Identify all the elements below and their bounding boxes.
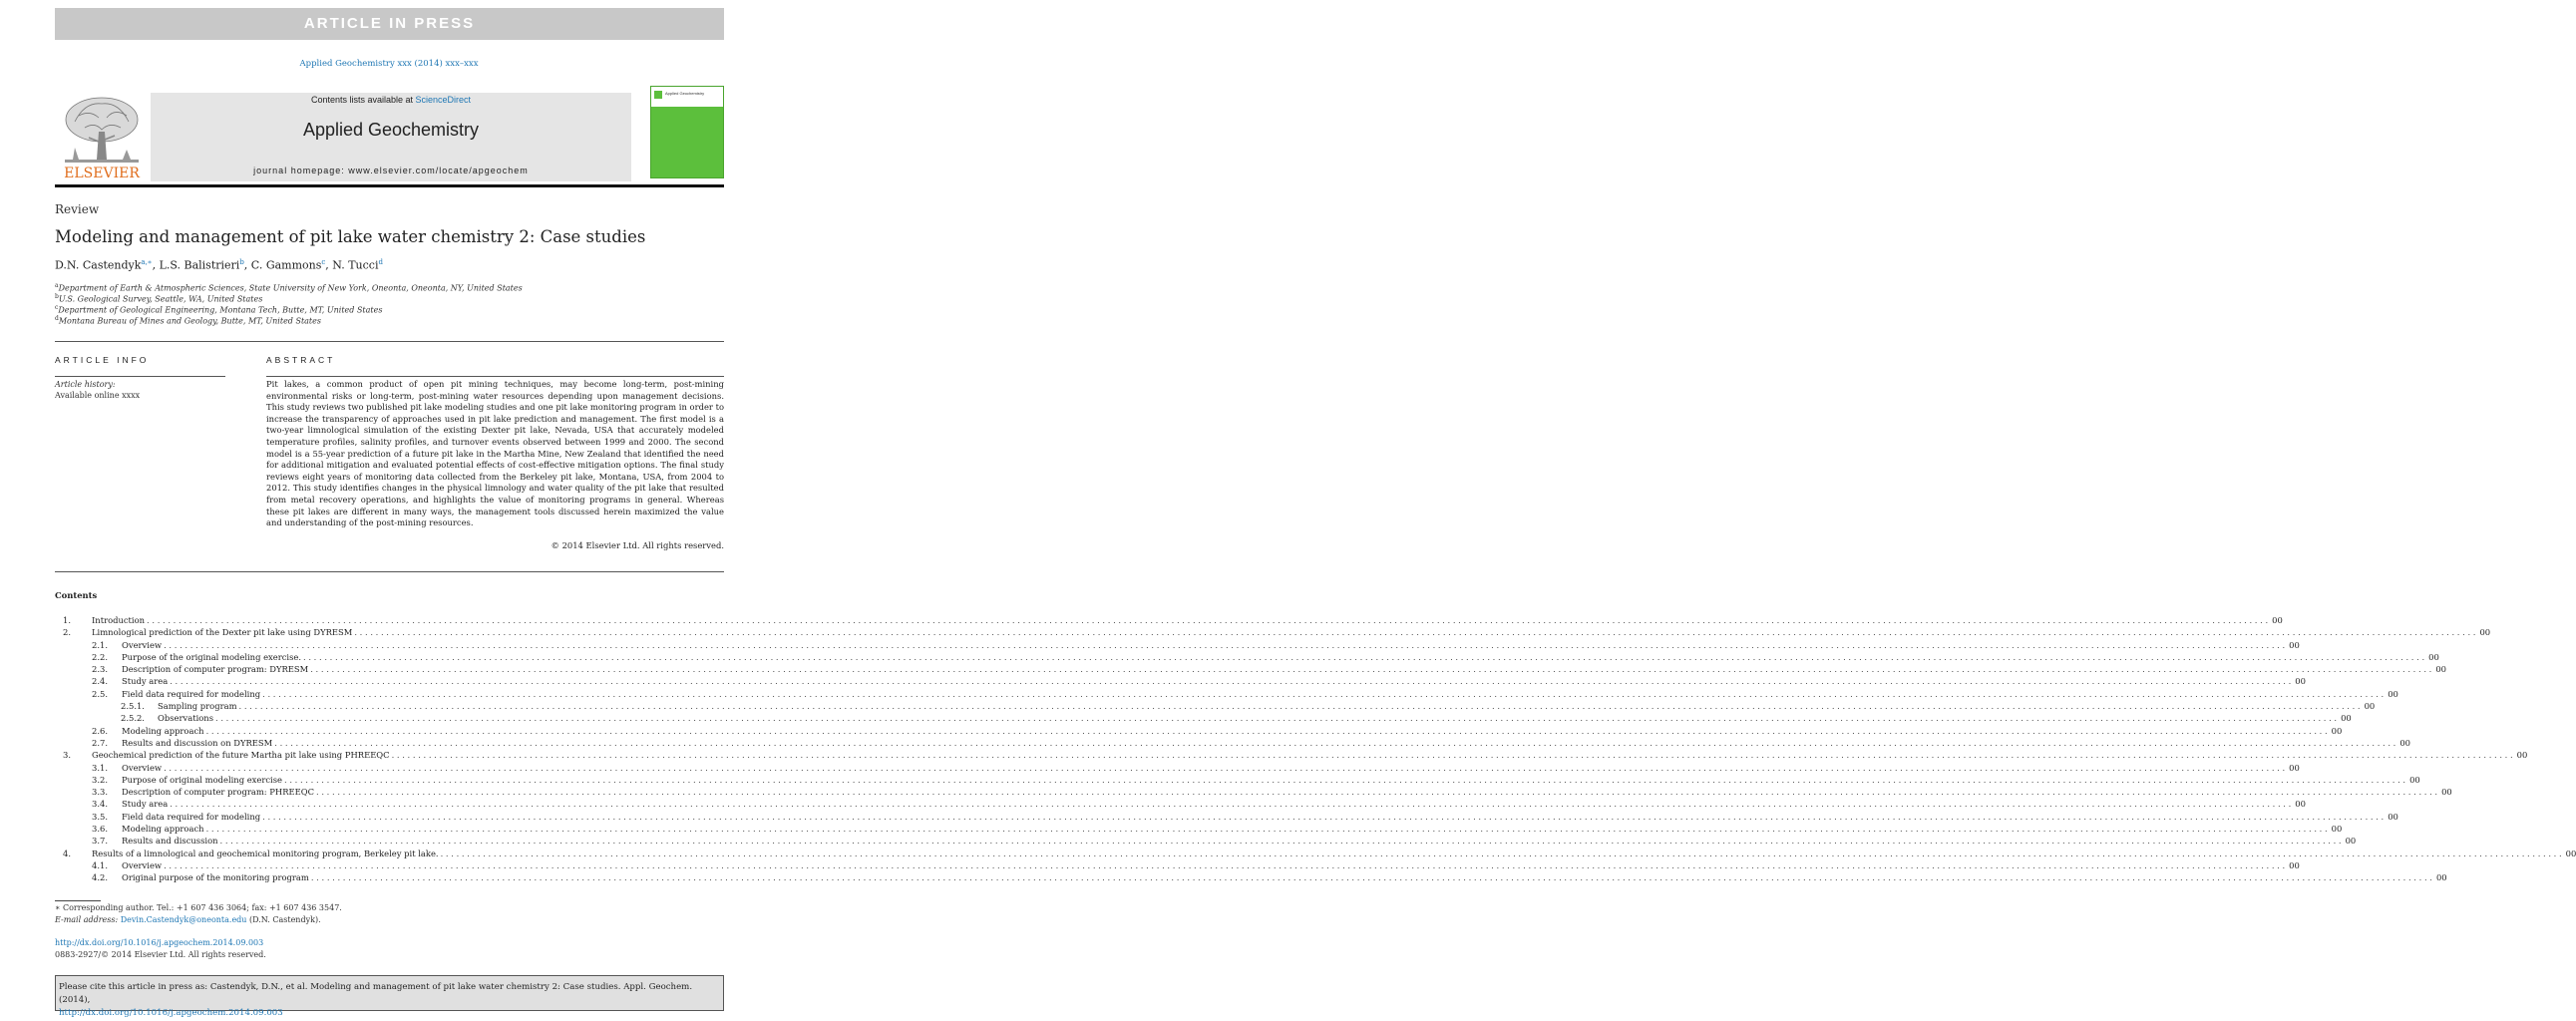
toc-item[interactable] bbox=[55, 811, 2398, 823]
cover-title: Applied Geochemistry bbox=[665, 91, 705, 96]
issn-copyright: 0883-2927/© 2014 Elsevier Ltd. All rights reserved. bbox=[55, 950, 266, 959]
toc-leader-dots: . . . . . . . . . . . . . . . . . . . . . . . . . . . . . . . . . . . . . . . . . . . . . . . . . . . . . . . . . . . . . . . . . . . . . . . . . . . . . . . . . . . . . . . . . . . . . . . . . . . . . . . . . . . . . . . . . . . . . . . . . . . . . . . . . . . . . . . . . . . . . . . . . . . . . . . . . . . . . . . . . . . . . . . . . . . . . . . . . . . . . . . . . . . . . . . . . . . . . . . . . . . . . . . . . . . . . . . . . . . . . . . . . . . . . . . . . . . . . . . . . . . . . . . . . . . . . . . . . . . . . . . . . . . . . . . . . . . . . . . . . . . . . . . . . . . . . . . . . . . . . . . . . . . . . . . . . . . . . . . . . . . . . . . . . . . . . . . . . . . . . . . . . . . . . . . . . . . . . . . . . . . . . . . . . . . . . . . . . . . . . . . . . . . . . . . . . . . . . . . . bbox=[391, 750, 2513, 761]
article-title: Modeling and management of pit lake water chemistry 2: Case studies bbox=[55, 227, 646, 246]
elsevier-logo bbox=[55, 92, 149, 181]
toc-leader-dots: . . . . . . . . . . . . . . . . . . . . . . . . . . . . . . . . . . . . . . . . . . . . . . . . . . . . . . . . . . . . . . . . . . . . . . . . . . . . . . . . . . . . . . . . . . . . . . . . . . . . . . . . . . . . . . . . . . . . . . . . . . . . . . . . . . . . . . . . . . . . . . . . . . . . . . . . . . . . . . . . . . . . . . . . . . . . . . . . . . . . . . . . . . . . . . . . . . . . . . . . . . . . . . . . . . . . . . . . . . . . . . . . . . . . . . . . . . . . . . . . . . . . . . . . . . . . . . . . . . . . . . . . . . . . . . . . . . . . . . . . . . . . . . . . . . . . . . . . . . . . . . . . . . . . . . . . . . . . . . . . . . . . . . . . . . . . . . . . . . . . . . . . . . . . . . . . . . . . . . . . . . . . . . . . . . . . . . . . . . . . . . . . . . . . . . . . . . . . . . . . bbox=[164, 859, 2286, 870]
toc-item-page: 00 bbox=[2331, 824, 2343, 835]
toc-item-title[interactable]: Original purpose of the monitoring program bbox=[122, 872, 309, 883]
article-in-press-banner: ARTICLE IN PRESS bbox=[55, 8, 724, 40]
toc-leader-dots: . . . . . . . . . . . . . . . . . . . . . . . . . . . . . . . . . . . . . . . . . . . . . . . . . . . . . . . . . . . . . . . . . . . . . . . . . . . . . . . . . . . . . . . . . . . . . . . . . . . . . . . . . . . . . . . . . . . . . . . . . . . . . . . . . . . . . . . . . . . . . . . . . . . . . . . . . . . . . . . . . . . . . . . . . . . . . . . . . . . . . . . . . . . . . . . . . . . . . . . . . . . . . . . . . . . . . . . . . . . . . . . . . . . . . . . . . . . . . . . . . . . . . . . . . . . . . . . . . . . . . . . . . . . . . . . . . . . . . . . . . . . . . . . . . . . . . . . . . . . . . . . . . . . . . . . . . . . . . . . . . . . . . . . . . . . . . . . . . . . . . . . . . . . . . . . . . . . . . . . . . . . . . . . . . . . . . . . . . . . . . . . . . . . . . . . . . . . . . . . . bbox=[147, 615, 2269, 625]
toc-item-title[interactable]: Modeling approach bbox=[122, 725, 204, 736]
doi-link[interactable]: http://dx.doi.org/10.1016/j.apgeochem.2014.09.003 bbox=[55, 938, 264, 947]
author-affiliation-mark[interactable]: c bbox=[321, 258, 326, 266]
toc-leader-dots: . . . . . . . . . . . . . . . . . . . . . . . . . . . . . . . . . . . . . . . . . . . . . . . . . . . . . . . . . . . . . . . . . . . . . . . . . . . . . . . . . . . . . . . . . . . . . . . . . . . . . . . . . . . . . . . . . . . . . . . . . . . . . . . . . . . . . . . . . . . . . . . . . . . . . . . . . . . . . . . . . . . . . . . . . . . . . . . . . . . . . . . . . . . . . . . . . . . . . . . . . . . . . . . . . . . . . . . . . . . . . . . . . . . . . . . . . . . . . . . . . . . . . . . . . . . . . . . . . . . . . . . . . . . . . . . . . . . . . . . . . . . . . . . . . . . . . . . . . . . . . . . . . . . . . . . . . . . . . . . . . . . . . . . . . . . . . . . . . . . . . . . . . . . . . . . . . . . . . . . . . . . . . . . . . . . . . . . . . . . . . . . . . . . . . . . . . . . . . . . . bbox=[354, 627, 2476, 638]
toc-item-page: 00 bbox=[2479, 627, 2491, 638]
toc-item-title[interactable]: Sampling program bbox=[158, 701, 237, 712]
toc-item-number: 1. bbox=[63, 615, 71, 625]
toc-item-title[interactable]: Observations bbox=[158, 713, 213, 724]
toc-item-page: 00 bbox=[2516, 750, 2528, 761]
toc-item-number: 2. bbox=[63, 627, 71, 638]
toc-leader-dots: . . . . . . . . . . . . . . . . . . . . . . . . . . . . . . . . . . . . . . . . . . . . . . . . . . . . . . . . . . . . . . . . . . . . . . . . . . . . . . . . . . . . . . . . . . . . . . . . . . . . . . . . . . . . . . . . . . . . . . . . . . . . . . . . . . . . . . . . . . . . . . . . . . . . . . . . . . . . . . . . . . . . . . . . . . . . . . . . . . . . . . . . . . . . . . . . . . . . . . . . . . . . . . . . . . . . . . . . . . . . . . . . . . . . . . . . . . . . . . . . . . . . . . . . . . . . . . . . . . . . . . . . . . . . . . . . . . . . . . . . . . . . . . . . . . . . . . . . . . . . . . . . . . . . . . . . . . . . . . . . . . . . . . . . . . . . . . . . . . . . . . . . . . . . . . . . . . . . . . . . . . . . . . . . . . . . . . . . . . . . . . . . . . . . . . . . . . . . . . . . bbox=[274, 737, 2396, 748]
article-type: Review bbox=[55, 202, 100, 216]
header-divider bbox=[55, 184, 724, 187]
toc-item-number: 3.7. bbox=[92, 836, 108, 847]
toc-item-page: 00 bbox=[2331, 725, 2343, 736]
toc-item[interactable] bbox=[55, 626, 2491, 638]
email-link[interactable]: Devin.Castendyk@oneonta.edu bbox=[120, 915, 247, 924]
toc-item-page: 00 bbox=[2399, 737, 2410, 748]
affiliation: $^b$U.S. Geological Survey, Seattle, WA, United States bbox=[55, 293, 263, 304]
toc-leader-dots: . . . . . . . . . . . . . . . . . . . . . . . . . . . . . . . . . . . . . . . . . . . . . . . . . . . . . . . . . . . . . . . . . . . . . . . . . . . . . . . . . . . . . . . . . . . . . . . . . . . . . . . . . . . . . . . . . . . . . . . . . . . . . . . . . . . . . . . . . . . . . . . . . . . . . . . . . . . . . . . . . . . . . . . . . . . . . . . . . . . . . . . . . . . . . . . . . . . . . . . . . . . . . . . . . . . . . . . . . . . . . . . . . . . . . . . . . . . . . . . . . . . . . . . . . . . . . . . . . . . . . . . . . . . . . . . . . . . . . . . . . . . . . . . . . . . . . . . . . . . . . . . . . . . . . . . . . . . . . . . . . . . . . . . . . . . . . . . . . . . . . . . . . . . . . . . . . . . . . . . . . . . . . . . . . . . . . . . . . . . . . . . . . . . . . . . . . . . . . . . . bbox=[215, 713, 2338, 724]
toc-item[interactable] bbox=[55, 639, 2300, 651]
journal-homepage[interactable]: journal homepage: www.elsevier.com/locate/apgeochem bbox=[253, 166, 529, 175]
toc-item-number: 4.1. bbox=[92, 859, 108, 870]
toc-leader-dots: . . . . . . . . . . . . . . . . . . . . . . . . . . . . . . . . . . . . . . . . . . . . . . . . . . . . . . . . . . . . . . . . . . . . . . . . . . . . . . . . . . . . . . . . . . . . . . . . . . . . . . . . . . . . . . . . . . . . . . . . . . . . . . . . . . . . . . . . . . . . . . . . . . . . . . . . . . . . . . . . . . . . . . . . . . . . . . . . . . . . . . . . . . . . . . . . . . . . . . . . . . . . . . . . . . . . . . . . . . . . . . . . . . . . . . . . . . . . . . . . . . . . . . . . . . . . . . . . . . . . . . . . . . . . . . . . . . . . . . . . . . . . . . . . . . . . . . . . . . . . . . . . . . . . . . . . . . . . . . . . . . . . . . . . . . . . . . . . . . . . . . . . . . . . . . . . . . . . . . . . . . . . . . . . . . . . . . . . . . . . . . . . . . . . . . . . . . . . . . . . bbox=[316, 787, 2438, 798]
author-affiliation-mark[interactable]: d bbox=[378, 258, 383, 266]
toc-leader-dots: . . . . . . . . . . . . . . . . . . . . . . . . . . . . . . . . . . . . . . . . . . . . . . . . . . . . . . . . . . . . . . . . . . . . . . . . . . . . . . . . . . . . . . . . . . . . . . . . . . . . . . . . . . . . . . . . . . . . . . . . . . . . . . . . . . . . . . . . . . . . . . . . . . . . . . . . . . . . . . . . . . . . . . . . . . . . . . . . . . . . . . . . . . . . . . . . . . . . . . . . . . . . . . . . . . . . . . . . . . . . . . . . . . . . . . . . . . . . . . . . . . . . . . . . . . . . . . . . . . . . . . . . . . . . . . . . . . . . . . . . . . . . . . . . . . . . . . . . . . . . . . . . . . . . . . . . . . . . . . . . . . . . . . . . . . . . . . . . . . . . . . . . . . . . . . . . . . . . . . . . . . . . . . . . . . . . . . . . . . . . . . . . . . . . . . . . . . . . . . . . bbox=[303, 651, 2425, 662]
article-history-label: Article history: bbox=[55, 380, 116, 389]
toc-leader-dots: . . . . . . . . . . . . . . . . . . . . . . . . . . . . . . . . . . . . . . . . . . . . . . . . . . . . . . . . . . . . . . . . . . . . . . . . . . . . . . . . . . . . . . . . . . . . . . . . . . . . . . . . . . . . . . . . . . . . . . . . . . . . . . . . . . . . . . . . . . . . . . . . . . . . . . . . . . . . . . . . . . . . . . . . . . . . . . . . . . . . . . . . . . . . . . . . . . . . . . . . . . . . . . . . . . . . . . . . . . . . . . . . . . . . . . . . . . . . . . . . . . . . . . . . . . . . . . . . . . . . . . . . . . . . . . . . . . . . . . . . . . . . . . . . . . . . . . . . . . . . . . . . . . . . . . . . . . . . . . . . . . . . . . . . . . . . . . . . . . . . . . . . . . . . . . . . . . . . . . . . . . . . . . . . . . . . . . . . . . . . . . . . . . . . . . . . . . . . . . . . bbox=[284, 774, 2406, 785]
toc-item[interactable] bbox=[55, 725, 2343, 737]
toc-leader-dots: . . . . . . . . . . . . . . . . . . . . . . . . . . . . . . . . . . . . . . . . . . . . . . . . . . . . . . . . . . . . . . . . . . . . . . . . . . . . . . . . . . . . . . . . . . . . . . . . . . . . . . . . . . . . . . . . . . . . . . . . . . . . . . . . . . . . . . . . . . . . . . . . . . . . . . . . . . . . . . . . . . . . . . . . . . . . . . . . . . . . . . . . . . . . . . . . . . . . . . . . . . . . . . . . . . . . . . . . . . . . . . . . . . . . . . . . . . . . . . . . . . . . . . . . . . . . . . . . . . . . . . . . . . . . . . . . . . . . . . . . . . . . . . . . . . . . . . . . . . . . . . . . . . . . . . . . . . . . . . . . . . . . . . . . . . . . . . . . . . . . . . . . . . . . . . . . . . . . . . . . . . . . . . . . . . . . . . . . . . . . . . . . . . . . . . . . . . . . . . . . bbox=[262, 811, 2385, 822]
affiliation: $^a$Department of Earth & Atmospheric Sciences, State University of New York, Oneonta, Oneonta, NY, United States bbox=[55, 282, 523, 293]
toc-item-title[interactable]: Description of computer program: PHREEQC bbox=[122, 787, 315, 798]
toc-leader-dots: . . . . . . . . . . . . . . . . . . . . . . . . . . . . . . . . . . . . . . . . . . . . . . . . . . . . . . . . . . . . . . . . . . . . . . . . . . . . . . . . . . . . . . . . . . . . . . . . . . . . . . . . . . . . . . . . . . . . . . . . . . . . . . . . . . . . . . . . . . . . . . . . . . . . . . . . . . . . . . . . . . . . . . . . . . . . . . . . . . . . . . . . . . . . . . . . . . . . . . . . . . . . . . . . . . . . . . . . . . . . . . . . . . . . . . . . . . . . . . . . . . . . . . . . . . . . . . . . . . . . . . . . . . . . . . . . . . . . . . . . . . . . . . . . . . . . . . . . . . . . . . . . . . . . . . . . . . . . . . . . . . . . . . . . . . . . . . . . . . . . . . . . . . . . . . . . . . . . . . . . . . . . . . . . . . . . . . . . . . . . . . . . . . . . . . . . . . . . . . . . bbox=[310, 872, 2432, 883]
toc-item-page: 00 bbox=[2289, 762, 2300, 773]
toc-item-title[interactable]: Study area bbox=[122, 799, 169, 810]
toc-item[interactable] bbox=[55, 737, 2410, 749]
toc-item-page: 00 bbox=[2295, 676, 2306, 687]
toc-item[interactable] bbox=[55, 774, 2420, 786]
toc-item-page: 00 bbox=[2388, 688, 2398, 699]
contents-available-line: Contents lists available at ScienceDirect bbox=[310, 95, 472, 105]
toc-item-page: 00 bbox=[2295, 799, 2306, 810]
toc-item[interactable] bbox=[55, 823, 2343, 835]
toc-item-page: 00 bbox=[2345, 836, 2357, 847]
toc-item-title[interactable]: Overview bbox=[122, 762, 163, 773]
toc-item-number: 3.2. bbox=[92, 774, 108, 785]
toc-item-title[interactable]: Description of computer program: DYRESM bbox=[122, 664, 309, 675]
toc-item[interactable] bbox=[55, 749, 2528, 761]
toc-item[interactable] bbox=[55, 712, 2352, 724]
toc-item[interactable] bbox=[55, 700, 2376, 712]
toc-item-title[interactable]: Field data required for modeling bbox=[122, 811, 261, 822]
toc-item-number: 3. bbox=[63, 750, 71, 761]
toc-item-number: 3.5. bbox=[92, 811, 108, 822]
toc-leader-dots: . . . . . . . . . . . . . . . . . . . . . . . . . . . . . . . . . . . . . . . . . . . . . . . . . . . . . . . . . . . . . . . . . . . . . . . . . . . . . . . . . . . . . . . . . . . . . . . . . . . . . . . . . . . . . . . . . . . . . . . . . . . . . . . . . . . . . . . . . . . . . . . . . . . . . . . . . . . . . . . . . . . . . . . . . . . . . . . . . . . . . . . . . . . . . . . . . . . . . . . . . . . . . . . . . . . . . . . . . . . . . . . . . . . . . . . . . . . . . . . . . . . . . . . . . . . . . . . . . . . . . . . . . . . . . . . . . . . . . . . . . . . . . . . . . . . . . . . . . . . . . . . . . . . . . . . . . . . . . . . . . . . . . . . . . . . . . . . . . . . . . . . . . . . . . . . . . . . . . . . . . . . . . . . . . . . . . . . . . . . . . . . . . . . . . . . . . . . . . . . . bbox=[310, 664, 2432, 675]
contents-divider bbox=[55, 571, 724, 572]
toc-item[interactable] bbox=[55, 762, 2300, 774]
citation-doi-link[interactable]: http://dx.doi.org/10.1016/j.apgeochem.2014.09.003 bbox=[59, 1008, 283, 1018]
author-name: D.N. Castendyk bbox=[55, 258, 142, 272]
cover-logo-icon bbox=[653, 90, 663, 100]
toc-item[interactable] bbox=[55, 798, 2306, 810]
toc-leader-dots: . . . . . . . . . . . . . . . . . . . . . . . . . . . . . . . . . . . . . . . . . . . . . . . . . . . . . . . . . . . . . . . . . . . . . . . . . . . . . . . . . . . . . . . . . . . . . . . . . . . . . . . . . . . . . . . . . . . . . . . . . . . . . . . . . . . . . . . . . . . . . . . . . . . . . . . . . . . . . . . . . . . . . . . . . . . . . . . . . . . . . . . . . . . . . . . . . . . . . . . . . . . . . . . . . . . . . . . . . . . . . . . . . . . . . . . . . . . . . . . . . . . . . . . . . . . . . . . . . . . . . . . . . . . . . . . . . . . . . . . . . . . . . . . . . . . . . . . . . . . . . . . . . . . . . . . . . . . . . . . . . . . . . . . . . . . . . . . . . . . . . . . . . . . . . . . . . . . . . . . . . . . . . . . . . . . . . . . . . . . . . . . . . . . . . . . . . . . . . . . . bbox=[219, 836, 2342, 847]
sciencedirect-link[interactable]: ScienceDirect bbox=[415, 95, 472, 105]
toc-leader-dots: . . . . . . . . . . . . . . . . . . . . . . . . . . . . . . . . . . . . . . . . . . . . . . . . . . . . . . . . . . . . . . . . . . . . . . . . . . . . . . . . . . . . . . . . . . . . . . . . . . . . . . . . . . . . . . . . . . . . . . . . . . . . . . . . . . . . . . . . . . . . . . . . . . . . . . . . . . . . . . . . . . . . . . . . . . . . . . . . . . . . . . . . . . . . . . . . . . . . . . . . . . . . . . . . . . . . . . . . . . . . . . . . . . . . . . . . . . . . . . . . . . . . . . . . . . . . . . . . . . . . . . . . . . . . . . . . . . . . . . . . . . . . . . . . . . . . . . . . . . . . . . . . . . . . . . . . . . . . . . . . . . . . . . . . . . . . . . . . . . . . . . . . . . . . . . . . . . . . . . . . . . . . . . . . . . . . . . . . . . . . . . . . . . . . . . . . . . . . . . . . bbox=[205, 824, 2328, 835]
toc-item-number: 2.1. bbox=[92, 639, 108, 650]
toc-item-number: 2.5. bbox=[92, 688, 108, 699]
toc-item-number: 4.2. bbox=[92, 872, 108, 883]
author-list: D.N. Castendyk$^{a,∗}$, L.S. Balistrieri$^b$, C. Gammons$^c$, N. Tucci$^d$ bbox=[55, 258, 383, 272]
toc-item-title[interactable]: Overview bbox=[122, 859, 163, 870]
section-divider bbox=[55, 341, 724, 342]
abstract-divider bbox=[266, 376, 724, 377]
affiliation: $^d$Montana Bureau of Mines and Geology, Butte, MT, United States bbox=[55, 315, 321, 326]
toc-item-title[interactable]: Results of a limnological and geochemical monitoring program, Berkeley pit lake. bbox=[92, 848, 439, 858]
toc-item-title[interactable]: Purpose of the original modeling exercise. bbox=[122, 651, 302, 662]
toc-item[interactable] bbox=[55, 688, 2398, 700]
toc-leader-dots: . . . . . . . . . . . . . . . . . . . . . . . . . . . . . . . . . . . . . . . . . . . . . . . . . . . . . . . . . . . . . . . . . . . . . . . . . . . . . . . . . . . . . . . . . . . . . . . . . . . . . . . . . . . . . . . . . . . . . . . . . . . . . . . . . . . . . . . . . . . . . . . . . . . . . . . . . . . . . . . . . . . . . . . . . . . . . . . . . . . . . . . . . . . . . . . . . . . . . . . . . . . . . . . . . . . . . . . . . . . . . . . . . . . . . . . . . . . . . . . . . . . . . . . . . . . . . . . . . . . . . . . . . . . . . . . . . . . . . . . . . . . . . . . . . . . . . . . . . . . . . . . . . . . . . . . . . . . . . . . . . . . . . . . . . . . . . . . . . . . . . . . . . . . . . . . . . . . . . . . . . . . . . . . . . . . . . . . . . . . . . . . . . . . . . . . . . . . . . . . . bbox=[262, 688, 2385, 699]
toc-item[interactable] bbox=[55, 848, 2576, 859]
abstract-text: Pit lakes, a common product of open pit mining techniques, may become long-term, post-mining environmental risks or long-term, post-mining water resources depending upon management decisions. This study reviews two published pit lake modeling studies and one pit lake monitoring program in order to increase the transparency of approaches used in pit lake prediction and management. The first model is a two-year limnological simulation of the existing Dexter pit lake, Nevada, USA that accurately modeled temperature profiles, salinity profiles, and turnover events observed between 1999 and 2000. The second model is a 55-year prediction of a future pit lake in the Martha Mine, New Zealand that identified the need for additional mitigation and evaluated potential effects of cost-effective mitigation options. The final study reviews eight years of monitoring data collected from the Berkeley pit lake, Montana, USA, from 2004 to 2012. This study identifies changes in the physical limnology and water quality of the pit lake that resulted from metal recovery operations, and highlights the value of monitoring programs in general. Whereas these pit lakes are different in many ways, the management tools discussed herein maximized the value and understanding of the post-mining resources. bbox=[266, 379, 724, 528]
abstract-copyright: © 2014 Elsevier Ltd. All rights reserved. bbox=[551, 540, 724, 550]
table-of-contents bbox=[55, 614, 2576, 884]
article-history-value: Available online xxxx bbox=[55, 391, 141, 400]
toc-leader-dots: . . . . . . . . . . . . . . . . . . . . . . . . . . . . . . . . . . . . . . . . . . . . . . . . . . . . . . . . . . . . . . . . . . . . . . . . . . . . . . . . . . . . . . . . . . . . . . . . . . . . . . . . . . . . . . . . . . . . . . . . . . . . . . . . . . . . . . . . . . . . . . . . . . . . . . . . . . . . . . . . . . . . . . . . . . . . . . . . . . . . . . . . . . . . . . . . . . . . . . . . . . . . . . . . . . . . . . . . . . . . . . . . . . . . . . . . . . . . . . . . . . . . . . . . . . . . . . . . . . . . . . . . . . . . . . . . . . . . . . . . . . . . . . . . . . . . . . . . . . . . . . . . . . . . . . . . . . . . . . . . . . . . . . . . . . . . . . . . . . . . . . . . . . . . . . . . . . . . . . . . . . . . . . . . . . . . . . . . . . . . . . . . . . . . . . . . . . . . . . . . bbox=[164, 639, 2286, 650]
toc-item-page: 00 bbox=[2272, 615, 2283, 625]
publisher-name: ELSEVIER bbox=[64, 166, 140, 181]
toc-item-number: 2.2. bbox=[92, 651, 108, 662]
toc-item-title[interactable]: Introduction bbox=[92, 615, 146, 625]
toc-item[interactable] bbox=[55, 835, 2357, 847]
author-name: L.S. Balistrieri bbox=[159, 258, 240, 272]
toc-item-page: 00 bbox=[2435, 664, 2446, 675]
author-affiliation-mark[interactable]: a,∗ bbox=[141, 258, 153, 266]
affiliation: $^c$Department of Geological Engineering, Montana Tech, Butte, MT, United States bbox=[55, 304, 383, 315]
toc-item-title[interactable]: Overview bbox=[122, 639, 163, 650]
citation-text: Please cite this article in press as: Castendyk, D.N., et al. Modeling and management of pit lake water chemistry 2: Case studies. Appl. Geochem. (2014), bbox=[59, 982, 693, 1005]
toc-item-number: 3.6. bbox=[92, 824, 108, 835]
toc-item-page: 00 bbox=[2441, 787, 2452, 798]
toc-item-number: 2.3. bbox=[92, 664, 108, 675]
toc-item-page: 00 bbox=[2565, 848, 2576, 858]
author-name: C. Gammons bbox=[250, 258, 322, 272]
abstract-heading: ABSTRACT bbox=[266, 355, 336, 365]
toc-item-number: 4. bbox=[63, 848, 71, 858]
toc-leader-dots: . . . . . . . . . . . . . . . . . . . . . . . . . . . . . . . . . . . . . . . . . . . . . . . . . . . . . . . . . . . . . . . . . . . . . . . . . . . . . . . . . . . . . . . . . . . . . . . . . . . . . . . . . . . . . . . . . . . . . . . . . . . . . . . . . . . . . . . . . . . . . . . . . . . . . . . . . . . . . . . . . . . . . . . . . . . . . . . . . . . . . . . . . . . . . . . . . . . . . . . . . . . . . . . . . . . . . . . . . . . . . . . . . . . . . . . . . . . . . . . . . . . . . . . . . . . . . . . . . . . . . . . . . . . . . . . . . . . . . . . . . . . . . . . . . . . . . . . . . . . . . . . . . . . . . . . . . . . . . . . . . . . . . . . . . . . . . . . . . . . . . . . . . . . . . . . . . . . . . . . . . . . . . . . . . . . . . . . . . . . . . . . . . . . . . . . . . . . . . . . . bbox=[440, 848, 2562, 858]
toc-item-title[interactable]: Results and discussion on DYRESM bbox=[122, 737, 273, 748]
tree-icon bbox=[55, 92, 149, 168]
toc-item-number: 2.4. bbox=[92, 676, 108, 687]
email-note: E-mail address: Devin.Castendyk@oneonta.edu (D.N. Castendyk). bbox=[55, 915, 321, 924]
journal-name: Applied Geochemistry bbox=[302, 120, 480, 140]
toc-leader-dots: . . . . . . . . . . . . . . . . . . . . . . . . . . . . . . . . . . . . . . . . . . . . . . . . . . . . . . . . . . . . . . . . . . . . . . . . . . . . . . . . . . . . . . . . . . . . . . . . . . . . . . . . . . . . . . . . . . . . . . . . . . . . . . . . . . . . . . . . . . . . . . . . . . . . . . . . . . . . . . . . . . . . . . . . . . . . . . . . . . . . . . . . . . . . . . . . . . . . . . . . . . . . . . . . . . . . . . . . . . . . . . . . . . . . . . . . . . . . . . . . . . . . . . . . . . . . . . . . . . . . . . . . . . . . . . . . . . . . . . . . . . . . . . . . . . . . . . . . . . . . . . . . . . . . . . . . . . . . . . . . . . . . . . . . . . . . . . . . . . . . . . . . . . . . . . . . . . . . . . . . . . . . . . . . . . . . . . . . . . . . . . . . . . . . . . . . . . . . . . . . bbox=[205, 725, 2328, 736]
toc-item-title[interactable]: Results and discussion bbox=[122, 836, 218, 847]
citation-box bbox=[55, 975, 724, 1018]
author-name: N. Tucci bbox=[332, 258, 379, 272]
toc-item[interactable] bbox=[55, 663, 2446, 675]
toc-item-number: 2.5.1. bbox=[121, 701, 145, 712]
toc-item-number: 2.6. bbox=[92, 725, 108, 736]
toc-item-title[interactable]: Limnological prediction of the Dexter pit lake using DYRESM bbox=[92, 627, 353, 638]
toc-item-number: 3.4. bbox=[92, 799, 108, 810]
toc-item-page: 00 bbox=[2435, 872, 2447, 883]
toc-item-page: 00 bbox=[2341, 713, 2352, 724]
toc-item-page: 00 bbox=[2289, 639, 2300, 650]
toc-leader-dots: . . . . . . . . . . . . . . . . . . . . . . . . . . . . . . . . . . . . . . . . . . . . . . . . . . . . . . . . . . . . . . . . . . . . . . . . . . . . . . . . . . . . . . . . . . . . . . . . . . . . . . . . . . . . . . . . . . . . . . . . . . . . . . . . . . . . . . . . . . . . . . . . . . . . . . . . . . . . . . . . . . . . . . . . . . . . . . . . . . . . . . . . . . . . . . . . . . . . . . . . . . . . . . . . . . . . . . . . . . . . . . . . . . . . . . . . . . . . . . . . . . . . . . . . . . . . . . . . . . . . . . . . . . . . . . . . . . . . . . . . . . . . . . . . . . . . . . . . . . . . . . . . . . . . . . . . . . . . . . . . . . . . . . . . . . . . . . . . . . . . . . . . . . . . . . . . . . . . . . . . . . . . . . . . . . . . . . . . . . . . . . . . . . . . . . . . . . . . . . . . bbox=[170, 676, 2292, 687]
toc-item[interactable] bbox=[55, 651, 2439, 663]
toc-item-title[interactable]: Purpose of original modeling exercise bbox=[122, 774, 282, 785]
footnote-divider bbox=[55, 900, 101, 901]
toc-item-page: 00 bbox=[2364, 701, 2376, 712]
toc-item-number: 2.7. bbox=[92, 737, 108, 748]
toc-item-number: 3.3. bbox=[92, 787, 108, 798]
toc-item-page: 00 bbox=[2289, 859, 2300, 870]
toc-item-title[interactable]: Study area bbox=[122, 676, 169, 687]
toc-item-number: 3.1. bbox=[92, 762, 108, 773]
toc-item-page: 00 bbox=[2388, 811, 2398, 822]
contents-heading: Contents bbox=[55, 590, 98, 600]
corresponding-author-note: ∗ Corresponding author. Tel.: +1 607 436 3064; fax: +1 607 436 3547. bbox=[55, 903, 342, 912]
toc-item[interactable] bbox=[55, 675, 2306, 687]
toc-item[interactable] bbox=[55, 786, 2452, 798]
toc-item[interactable] bbox=[55, 614, 2283, 626]
journal-cover-thumbnail bbox=[650, 86, 724, 178]
author-affiliation-mark[interactable]: b bbox=[239, 258, 244, 266]
toc-item-title[interactable]: Field data required for modeling bbox=[122, 688, 261, 699]
article-info-divider bbox=[55, 376, 225, 377]
toc-leader-dots: . . . . . . . . . . . . . . . . . . . . . . . . . . . . . . . . . . . . . . . . . . . . . . . . . . . . . . . . . . . . . . . . . . . . . . . . . . . . . . . . . . . . . . . . . . . . . . . . . . . . . . . . . . . . . . . . . . . . . . . . . . . . . . . . . . . . . . . . . . . . . . . . . . . . . . . . . . . . . . . . . . . . . . . . . . . . . . . . . . . . . . . . . . . . . . . . . . . . . . . . . . . . . . . . . . . . . . . . . . . . . . . . . . . . . . . . . . . . . . . . . . . . . . . . . . . . . . . . . . . . . . . . . . . . . . . . . . . . . . . . . . . . . . . . . . . . . . . . . . . . . . . . . . . . . . . . . . . . . . . . . . . . . . . . . . . . . . . . . . . . . . . . . . . . . . . . . . . . . . . . . . . . . . . . . . . . . . . . . . . . . . . . . . . . . . . . . . . . . . . . bbox=[170, 799, 2292, 810]
toc-item-title[interactable]: Geochemical prediction of the future Martha pit lake using PHREEQC bbox=[92, 750, 390, 761]
journal-reference-link[interactable]: Applied Geochemistry xxx (2014) xxx–xxx bbox=[299, 59, 479, 69]
toc-item[interactable] bbox=[55, 871, 2447, 883]
toc-item-title[interactable]: Modeling approach bbox=[122, 824, 204, 835]
toc-item-page: 00 bbox=[2409, 774, 2420, 785]
toc-item[interactable] bbox=[55, 859, 2300, 871]
toc-leader-dots: . . . . . . . . . . . . . . . . . . . . . . . . . . . . . . . . . . . . . . . . . . . . . . . . . . . . . . . . . . . . . . . . . . . . . . . . . . . . . . . . . . . . . . . . . . . . . . . . . . . . . . . . . . . . . . . . . . . . . . . . . . . . . . . . . . . . . . . . . . . . . . . . . . . . . . . . . . . . . . . . . . . . . . . . . . . . . . . . . . . . . . . . . . . . . . . . . . . . . . . . . . . . . . . . . . . . . . . . . . . . . . . . . . . . . . . . . . . . . . . . . . . . . . . . . . . . . . . . . . . . . . . . . . . . . . . . . . . . . . . . . . . . . . . . . . . . . . . . . . . . . . . . . . . . . . . . . . . . . . . . . . . . . . . . . . . . . . . . . . . . . . . . . . . . . . . . . . . . . . . . . . . . . . . . . . . . . . . . . . . . . . . . . . . . . . . . . . . . . . . . bbox=[164, 762, 2286, 773]
toc-item-page: 00 bbox=[2428, 651, 2439, 662]
article-info-heading: ARTICLE INFO bbox=[55, 355, 150, 365]
toc-leader-dots: . . . . . . . . . . . . . . . . . . . . . . . . . . . . . . . . . . . . . . . . . . . . . . . . . . . . . . . . . . . . . . . . . . . . . . . . . . . . . . . . . . . . . . . . . . . . . . . . . . . . . . . . . . . . . . . . . . . . . . . . . . . . . . . . . . . . . . . . . . . . . . . . . . . . . . . . . . . . . . . . . . . . . . . . . . . . . . . . . . . . . . . . . . . . . . . . . . . . . . . . . . . . . . . . . . . . . . . . . . . . . . . . . . . . . . . . . . . . . . . . . . . . . . . . . . . . . . . . . . . . . . . . . . . . . . . . . . . . . . . . . . . . . . . . . . . . . . . . . . . . . . . . . . . . . . . . . . . . . . . . . . . . . . . . . . . . . . . . . . . . . . . . . . . . . . . . . . . . . . . . . . . . . . . . . . . . . . . . . . . . . . . . . . . . . . . . . . . . . . . . bbox=[238, 701, 2361, 712]
toc-item-number: 2.5.2. bbox=[121, 713, 145, 724]
